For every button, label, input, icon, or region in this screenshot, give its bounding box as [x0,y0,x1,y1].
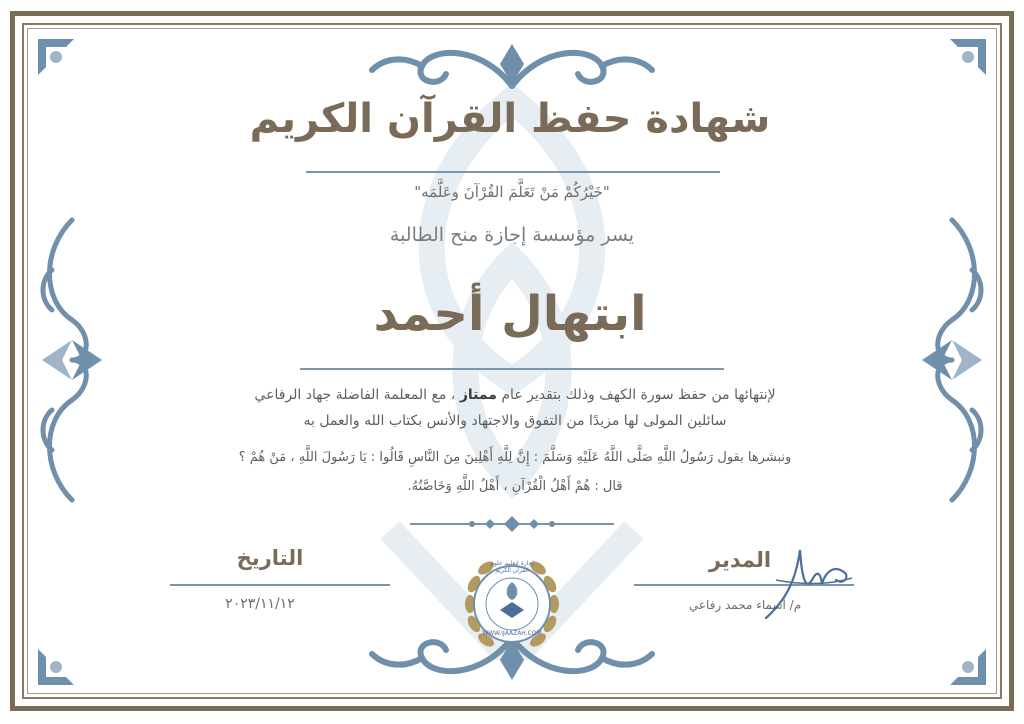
ornamental-divider-icon [410,514,614,534]
hadith-quote: "خَيْرُكُمْ مَنْ تَعَلَّمَ القُرْآنَ وعَلَّمَه" [414,183,610,201]
director-name: م/ أسماء محمد رفاعي [688,598,802,612]
corner-ornament-icon [36,647,76,687]
seal-url: WWW.IJAAZAH.COM [482,630,542,637]
corner-ornament-icon [36,37,76,77]
body-line-1 [215,384,815,406]
organization-line: يسر مؤسسة إجازة منح الطالبة [389,224,635,246]
seal-text: إجازة لتعليم علوم القرآن الكريم [490,560,534,574]
student-name: ابتهال أحمد [373,286,647,342]
date-label: التاريخ [236,546,304,570]
left-side-flourish-icon [32,210,112,510]
body-line-3: ونبشرها بقول رَسُولُ اللَّهِ صَلَّى اللَّهُ عَلَيْهِ وَسَلَّمَ : إِنَّ لِلَّهِ أَهْلِينَ مِنَ النَّاسِ قَالُوا : يَا رَسُولَ اللَّهِ ، مَنْ هُمْ ؟ [238,450,792,465]
corner-ornament-icon [948,647,988,687]
signature-icon [756,540,856,624]
top-flourish-icon [362,36,662,94]
body-line-1-before: لإنتهائها من حفظ سورة الكهف وذلك بتقدير عام [501,387,776,403]
date-value: ٢٠٢٣/١١/١٢ [225,596,295,612]
body-line-1-after: ، مع المعلمة الفاضلة جهاد الرفاعي [254,387,456,403]
certificate-title: شهادة حفظ القرآن الكريم [249,96,771,142]
right-side-flourish-icon [912,210,992,510]
body-line-4: قال : هُمْ أَهْلُ الْقُرْآنِ ، أَهْلُ اللَّهِ وَخَاصَّتُهُ. [407,479,623,494]
grade-text: ممتاز [459,387,497,403]
body-line-2: سائلين المولى لها مزيدًا من التفوق والاجتهاد والأنس بكتاب الله والعمل به [303,413,727,429]
name-underline [300,368,724,370]
title-underline [306,171,720,173]
date-line [170,584,390,586]
director-label: المدير [708,548,772,572]
corner-ornament-icon [948,37,988,77]
